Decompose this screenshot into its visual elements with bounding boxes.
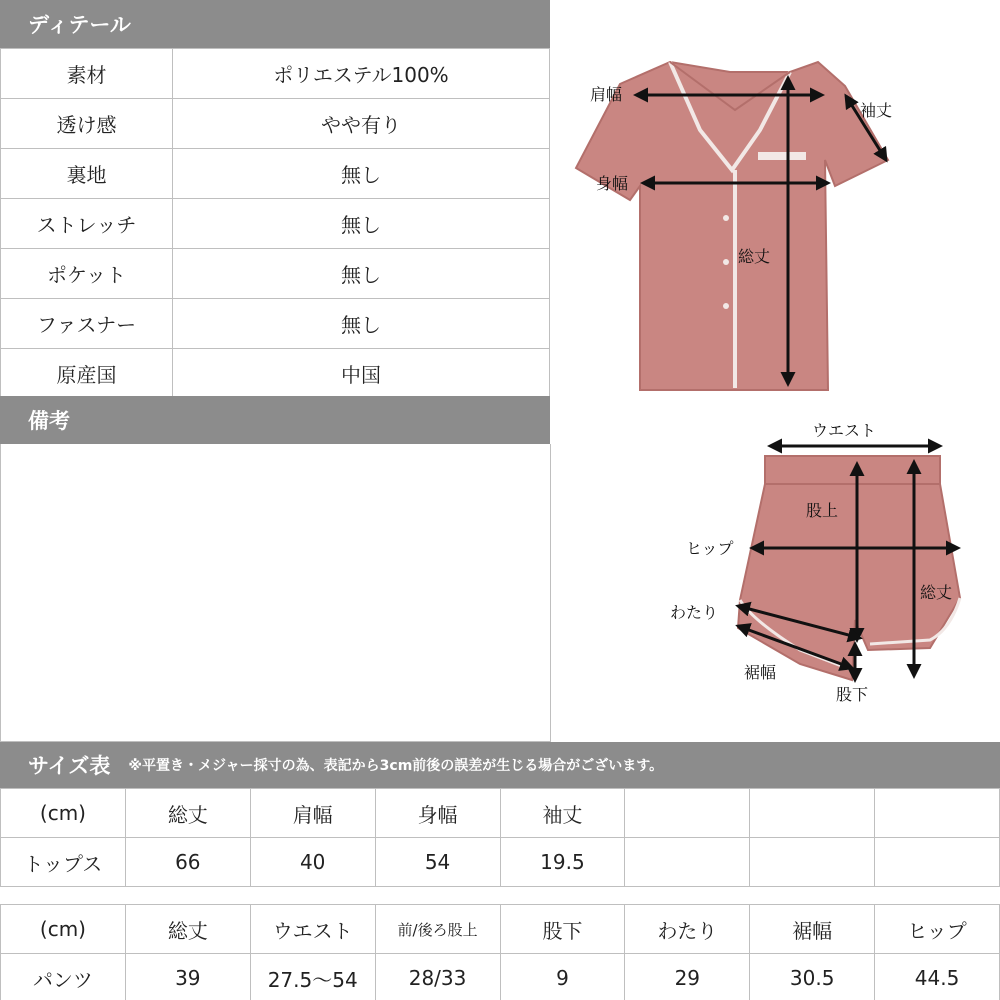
pants-value-cell: 39 [125,954,250,1000]
measurement-diagram [560,50,1000,740]
tops-value-cell: 54 [375,838,500,887]
table-spacer [0,886,1000,904]
detail-table [0,48,550,399]
pants-header-cell: 裾幅 [750,905,875,954]
shorts-illustration [738,456,960,680]
notes-title: 備考 [28,409,70,433]
detail-key: ストレッチ [1,199,173,249]
table-row [1,249,550,299]
tops-value-cell [875,838,1000,887]
tops-value-cell: トップス [1,838,126,887]
tops-header-cell [875,789,1000,838]
label-hem: 裾幅 [744,663,777,682]
tops-header-cell [750,789,875,838]
size-chart-note: ※平置き・メジャー採寸の為、表記から3cm前後の誤差が生じる場合がございます。 [128,758,664,774]
pants-value-cell: 29 [625,954,750,1000]
label-chest: 身幅 [596,174,629,193]
table-row [1,149,550,199]
label-pants-length: 総丈 [920,583,953,602]
pants-header-cell: ウエスト [250,905,375,954]
detail-section-header [0,0,550,48]
table-row [1,349,550,399]
table-row [1,905,1000,954]
shirt-illustration [576,62,888,390]
tops-header-cell [625,789,750,838]
pants-header-cell: 前/後ろ股上 [375,905,500,954]
tops-size-table [0,788,1000,887]
label-waist: ウエスト [812,421,877,440]
tops-header-cell: 身幅 [375,789,500,838]
pants-header-cell: 股下 [500,905,625,954]
table-row [1,954,1000,1000]
notes-section-header [0,396,550,444]
pants-header-cell: (cm) [1,905,126,954]
tops-header-cell: 袖丈 [500,789,625,838]
detail-key: 透け感 [1,99,173,149]
detail-key: 素材 [1,49,173,99]
size-chart-header [0,742,1000,788]
detail-key: ポケット [1,249,173,299]
label-rise: 股上 [806,501,839,520]
detail-value: 無し [173,149,550,199]
pants-value-cell: パンツ [1,954,126,1000]
table-row [1,838,1000,887]
pants-header-cell: 総丈 [125,905,250,954]
detail-value: 無し [173,199,550,249]
pants-header-cell: ヒップ [875,905,1000,954]
tops-value-cell: 19.5 [500,838,625,887]
table-row [1,99,550,149]
tops-header-cell: 肩幅 [250,789,375,838]
pants-value-cell: 28/33 [375,954,500,1000]
label-hip: ヒップ [686,539,734,558]
table-row [1,49,550,99]
detail-value: 無し [173,249,550,299]
tops-value-cell [750,838,875,887]
pants-header-cell: わたり [625,905,750,954]
table-row [1,199,550,249]
pants-value-cell: 30.5 [750,954,875,1000]
table-row [1,789,1000,838]
detail-title: ディテール [28,13,131,37]
detail-value: 中国 [173,349,550,399]
size-chart-title: サイズ表 [28,754,111,778]
tops-value-cell: 66 [125,838,250,887]
tops-header-cell: 総丈 [125,789,250,838]
pants-value-cell: 9 [500,954,625,1000]
table-row [1,299,550,349]
notes-box [0,444,551,742]
tops-value-cell: 40 [250,838,375,887]
detail-value: ポリエステル100% [173,49,550,99]
pants-size-table [0,904,1000,1000]
label-sleeve: 袖丈 [860,101,893,120]
detail-key: 原産国 [1,349,173,399]
pants-value-cell: 44.5 [875,954,1000,1000]
label-thigh: わたり [670,603,719,622]
tops-value-cell [625,838,750,887]
detail-key: 裏地 [1,149,173,199]
label-tops-length: 総丈 [738,247,771,266]
detail-key: ファスナー [1,299,173,349]
detail-value: 無し [173,299,550,349]
pants-value-cell: 27.5～54 [250,954,375,1000]
detail-value: やや有り [173,99,550,149]
label-shoulder: 肩幅 [590,85,623,104]
tops-header-cell: (cm) [1,789,126,838]
label-inseam: 股下 [836,685,869,704]
